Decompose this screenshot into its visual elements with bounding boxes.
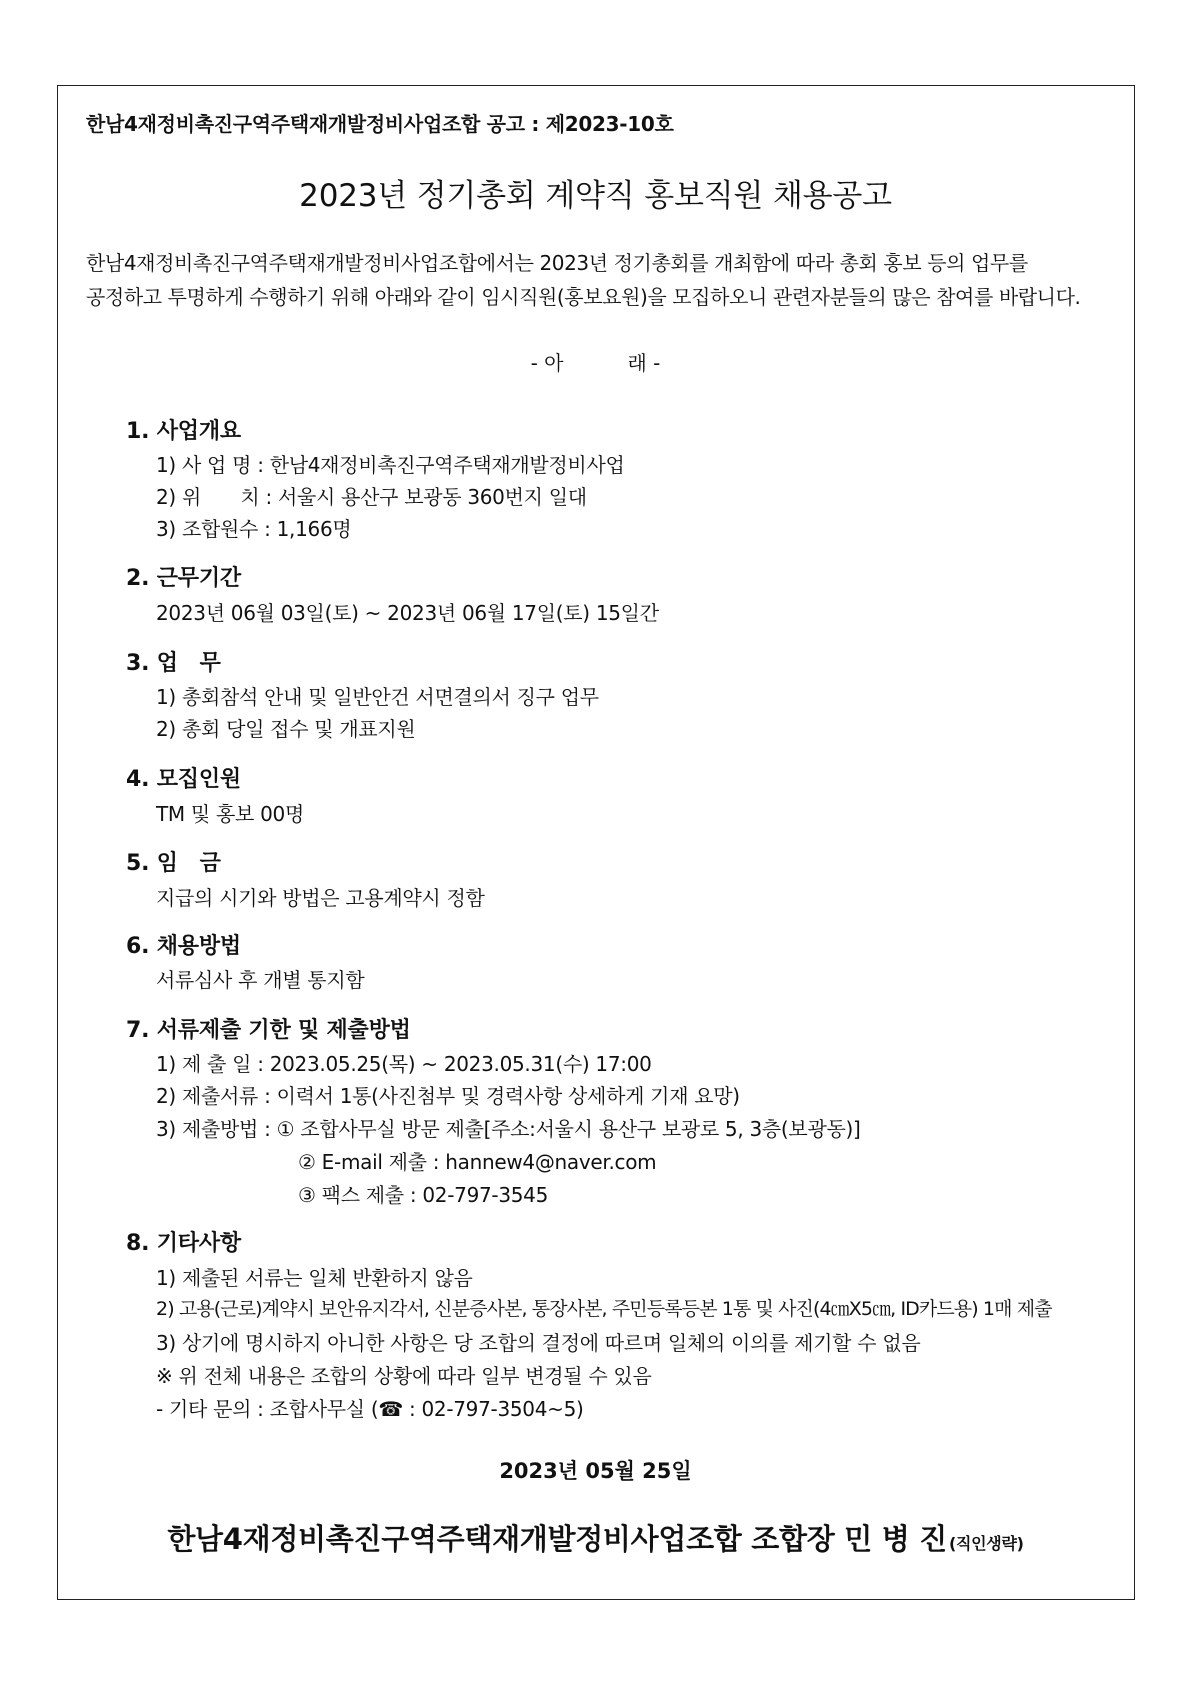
section-line: 1) 사 업 명 : 한남4재정비촉진구역주택재개발정비사업 (156, 453, 625, 477)
section-heading-duties: 3. 업 무 (126, 651, 221, 676)
section-line: 3) 제출방법 : ① 조합사무실 방문 제출[주소:서울시 용산구 보광로 5, 3층(보광동)] (156, 1117, 861, 1141)
below-heading (0, 347, 1191, 376)
section-line: 2) 총회 당일 접수 및 개표지원 (156, 717, 416, 741)
section-line: ③ 팩스 제출 : 02-797-3545 (298, 1183, 549, 1207)
section-heading-headcount: 4. 모집인원 (126, 767, 241, 792)
section-line: 1) 제 출 일 : 2023.05.25(목) ~ 2023.05.31(수) 17:00 (156, 1052, 652, 1076)
section-heading-wage: 5. 임 금 (126, 851, 221, 876)
section-heading-misc: 8. 기타사항 (126, 1231, 241, 1256)
intro-line: 공정하고 투명하게 수행하기 위해 아래와 같이 임시직원(홍보요원)을 모집하오니 관련자분들의 많은 참여를 바랍니다. (86, 285, 1081, 309)
signature-block (0, 1517, 1191, 1558)
section-line: 1) 제출된 서류는 일체 반환하지 않음 (156, 1266, 473, 1290)
section-line: 2) 위 치 : 서울시 용산구 보광동 360번지 일대 (156, 485, 587, 509)
below-heading-left: - 아 (530, 351, 564, 375)
section-line: 1) 총회참석 안내 및 일반안건 서면결의서 징구 업무 (156, 685, 599, 709)
signature-text: 한남4재정비촉진구역주택재개발정비사업조합 조합장 민 병 진 (167, 1522, 947, 1556)
section-line: 2023년 06월 03일(토) ~ 2023년 06월 17일(토) 15일간 (156, 601, 659, 625)
section-heading-submission: 7. 서류제출 기한 및 제출방법 (126, 1018, 411, 1043)
announcement-date: 2023년 05월 25일 (499, 1459, 692, 1483)
section-line: 서류심사 후 개별 통지함 (156, 968, 365, 992)
document-title: 2023년 정기총회 계약직 홍보직원 채용공고 (299, 178, 892, 214)
section-line: TM 및 홍보 00명 (156, 802, 304, 826)
section-heading-period: 2. 근무기간 (126, 566, 241, 591)
section-line: 지급의 시기와 방법은 고용계약시 정함 (156, 886, 485, 910)
section-line: 2) 제출서류 : 이력서 1통(사진첨부 및 경력사항 상세하게 기재 요망) (156, 1084, 740, 1108)
below-heading-right: 래 - (627, 351, 661, 375)
section-line: ② E-mail 제출 : hannew4@naver.com (298, 1150, 657, 1174)
section-line: ※ 위 전체 내용은 조합의 상황에 따라 일부 변경될 수 있음 (156, 1364, 652, 1388)
section-line: 3) 상기에 명시하지 아니한 사항은 당 조합의 결정에 따르며 일체의 이의를 제기할 수 없음 (156, 1331, 921, 1355)
notice-number: 한남4재정비촉진구역주택재개발정비사업조합 공고 : 제2023-10호 (86, 112, 674, 136)
section-line: 2) 고용(근로)계약시 보안유지각서, 신분증사본, 통장사본, 주민등록등본 1통 및 사진(4㎝X5㎝, ID카드용) 1매 제출 (156, 1298, 1052, 1320)
seal-note: (직인생략) (948, 1534, 1024, 1553)
section-heading-overview: 1. 사업개요 (126, 419, 241, 444)
section-line: 3) 조합원수 : 1,166명 (156, 517, 352, 541)
section-heading-hiring-method: 6. 채용방법 (126, 934, 241, 959)
section-line: - 기타 문의 : 조합사무실 (☎ : 02-797-3504~5) (156, 1397, 584, 1421)
intro-line: 한남4재정비촉진구역주택재개발정비사업조합에서는 2023년 정기총회를 개최함에 따라 총회 홍보 등의 업무를 (86, 251, 1028, 275)
